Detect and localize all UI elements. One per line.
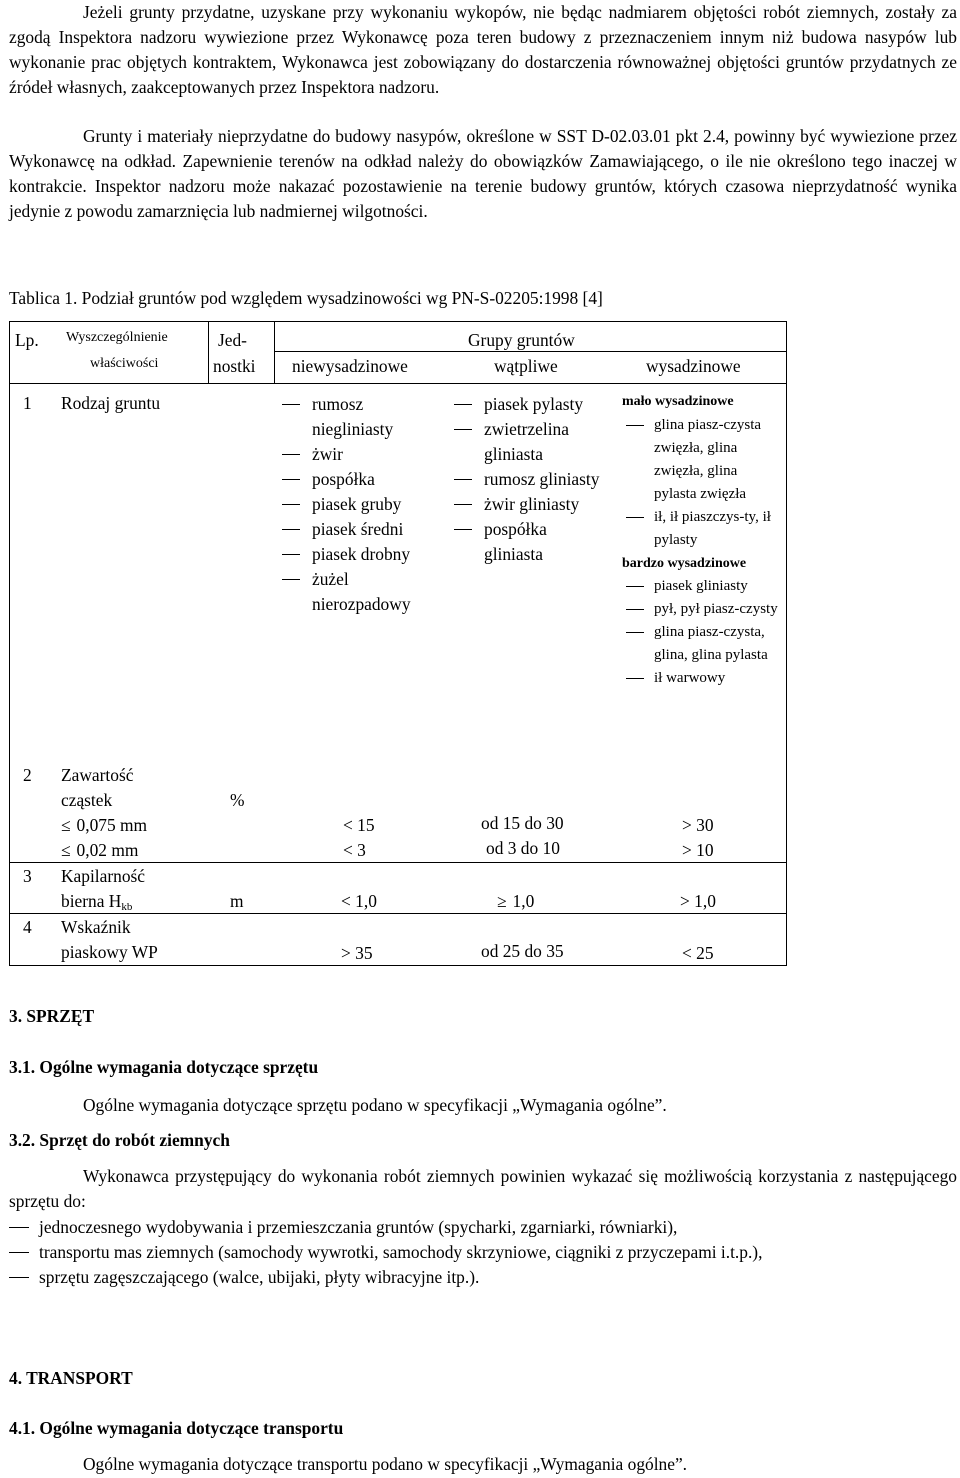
list-item: glina piasz-czysta, glina, glina pylasta — [622, 621, 782, 667]
section-3-2-heading: 3.2. Sprzęt do robót ziemnych — [9, 1130, 230, 1150]
less-equal-icon: ≤ — [61, 840, 71, 860]
grid-line — [208, 322, 209, 383]
list-item: żużel nierozpadowy — [278, 567, 438, 617]
row4-label-line2: piaskowy WP — [61, 942, 158, 962]
list-item: piasek gruby — [278, 492, 438, 517]
row1-col1-list — [278, 392, 438, 617]
row1-col2-list — [450, 392, 610, 567]
section-3-1-heading: 3.1. Ogólne wymagania dotyczące sprzętu — [9, 1057, 319, 1077]
list-item: jednoczesnego wydobywania i przemieszczania gruntów (spycharki, zgarniarki, równiarki), — [9, 1215, 957, 1240]
row2-col3-b: > 10 — [682, 840, 714, 860]
list-item: pospółka — [278, 467, 438, 492]
row2-unit: % — [230, 790, 245, 810]
subgroup-list — [622, 575, 782, 690]
row2-lp: 2 — [23, 765, 32, 785]
greater-equal-icon: ≥ — [497, 891, 507, 911]
list-item: ił, ił piaszczys-ty, ił pylasty — [622, 506, 782, 552]
less-equal-icon: ≤ — [61, 815, 71, 835]
header-lp: Lp. — [15, 330, 39, 350]
section-4-1-text: Ogólne wymagania dotyczące transportu podano w specyfikacji „Wymagania ogólne”. — [83, 1454, 688, 1474]
grid-line — [10, 862, 786, 863]
row4-col3: < 25 — [682, 943, 714, 963]
row2-col3-a: > 30 — [682, 815, 714, 835]
grid-line — [274, 322, 275, 383]
list-item: pospółka gliniasta — [450, 517, 610, 567]
list-item: żwir — [278, 442, 438, 467]
header-col-niewysadzinowe: niewysadzinowe — [292, 356, 408, 376]
row4-col2: od 25 do 35 — [481, 941, 564, 961]
list-item: glina piasz-czysta zwięzła, glina zwięzła, glina pylasta zwięzła — [622, 414, 782, 506]
row1-label: Rodzaj gruntu — [61, 393, 161, 413]
row2-label-line2: cząstek — [61, 790, 113, 810]
header-unit-line2: nostki — [213, 356, 256, 376]
subgroup-heading: bardzo wysadzinowe — [622, 556, 747, 571]
section-4-1-heading: 4.1. Ogólne wymagania dotyczące transportu — [9, 1418, 344, 1438]
section-4-heading: 4. TRANSPORT — [9, 1368, 133, 1388]
list-item: zwietrzelina gliniasta — [450, 417, 610, 467]
row2-col1-b: < 3 — [343, 840, 366, 860]
list-item: piasek gliniasty — [622, 575, 782, 598]
header-col-wysadzinowe: wysadzinowe — [646, 356, 741, 376]
section-3-heading: 3. SPRZĘT — [9, 1006, 95, 1026]
list-item: ił warwowy — [622, 667, 782, 690]
row3-label-line2: bierna $H_{kb}$ — [61, 891, 133, 913]
row3-col2: ≥ 1,0 — [497, 889, 534, 914]
header-col-watpliwe: wątpliwe — [494, 356, 558, 376]
row3-col3: > 1,0 — [680, 891, 716, 911]
list-item: sprzętu zagęszczającego (walce, ubijaki, płyty wibracyjne itp.). — [9, 1265, 957, 1290]
header-spec-line2: właściwości — [90, 356, 159, 371]
subgroup-heading: mało wysadzinowe — [622, 394, 734, 409]
list-item: rumosz niegliniasty — [278, 392, 438, 442]
list-item: piasek średni — [278, 517, 438, 542]
list-item: rumosz gliniasty — [450, 467, 610, 492]
row2-col1-a: < 15 — [343, 815, 375, 835]
grid-line — [10, 383, 786, 384]
grid-line — [10, 913, 786, 914]
row2-col2-a: od 15 do 30 — [481, 813, 564, 833]
row1-lp: 1 — [23, 393, 32, 413]
intro-paragraph-2: Grunty i materiały nieprzydatne do budowy nasypów, określone w SST D-02.03.01 pkt 2.4, powinny być wywiezione przez Wykonawcę na odkład. Zapewnienie terenów na odkład należy do obowiązków Zamawiającego, o ile nie określono tego inaczej w kontrakcie. Inspektor nadzoru może nakazać pozostawienie na terenie budowy gruntów, których czasowa nieprzydatność wynika jedynie z powodu zamarznięcia lub nadmiernej wilgotności. — [9, 126, 957, 221]
row2-sublabel-2: ≤ 0,02 mm — [61, 838, 138, 863]
list-item: transportu mas ziemnych (samochody wywrotki, samochody skrzyniowe, ciągniki z przyczepami i.t.p.), — [9, 1240, 957, 1265]
subgroup-list — [622, 414, 782, 552]
frost-susceptibility-table — [9, 321, 787, 966]
section-3-1-text: Ogólne wymagania dotyczące sprzętu podano w specyfikacji „Wymagania ogólne”. — [83, 1095, 667, 1115]
list-item: pył, pył piasz-czysty — [622, 598, 782, 621]
row1-col3 — [622, 390, 782, 690]
row4-lp: 4 — [23, 917, 32, 937]
row2-sublabel-1: ≤ 0,075 mm — [61, 813, 147, 838]
row3-unit: m — [230, 891, 244, 911]
list-item: piasek pylasty — [450, 392, 610, 417]
list-item: żwir gliniasty — [450, 492, 610, 517]
header-groups: Grupy gruntów — [468, 330, 575, 350]
intro-paragraph-1: Jeżeli grunty przydatne, uzyskane przy wykonaniu wykopów, nie będąc nadmiarem objętości robót ziemnych, zostały za zgodą Inspektora nadzoru wywiezione przez Wykonawcę poza teren budowy z przeznaczeniem innym niż budowa nasypów lub wykonanie prac objętych kontraktem, Wykonawca jest zobowiązany do dostarczenia równoważnej objętości gruntów przydatnych ze źródeł własnych, zaakceptowanych przez Inspektora nadzoru. — [9, 2, 957, 97]
row3-col1: < 1,0 — [341, 891, 377, 911]
row4-col1: > 35 — [341, 943, 373, 963]
table-caption: Tablica 1. Podział gruntów pod względem wysadzinowości wg PN-S-02205:1998 [4] — [9, 288, 603, 308]
row3-lp: 3 — [23, 866, 32, 886]
row2-label-line1: Zawartość — [61, 765, 134, 785]
list-item: piasek drobny — [278, 542, 438, 567]
row3-label-line1: Kapilarność — [61, 866, 146, 886]
row2-col2-b: od 3 do 10 — [486, 838, 560, 858]
equipment-list — [9, 1215, 957, 1290]
header-spec-line1: Wyszczególnienie — [66, 330, 168, 345]
section-3-2-text: Wykonawca przystępujący do wykonania robót ziemnych powinien wykazać się możliwością korzystania z następującego sprzętu do: — [9, 1166, 957, 1211]
header-unit-line1: Jed- — [218, 330, 247, 350]
row4-label-line1: Wskaźnik — [61, 917, 131, 937]
